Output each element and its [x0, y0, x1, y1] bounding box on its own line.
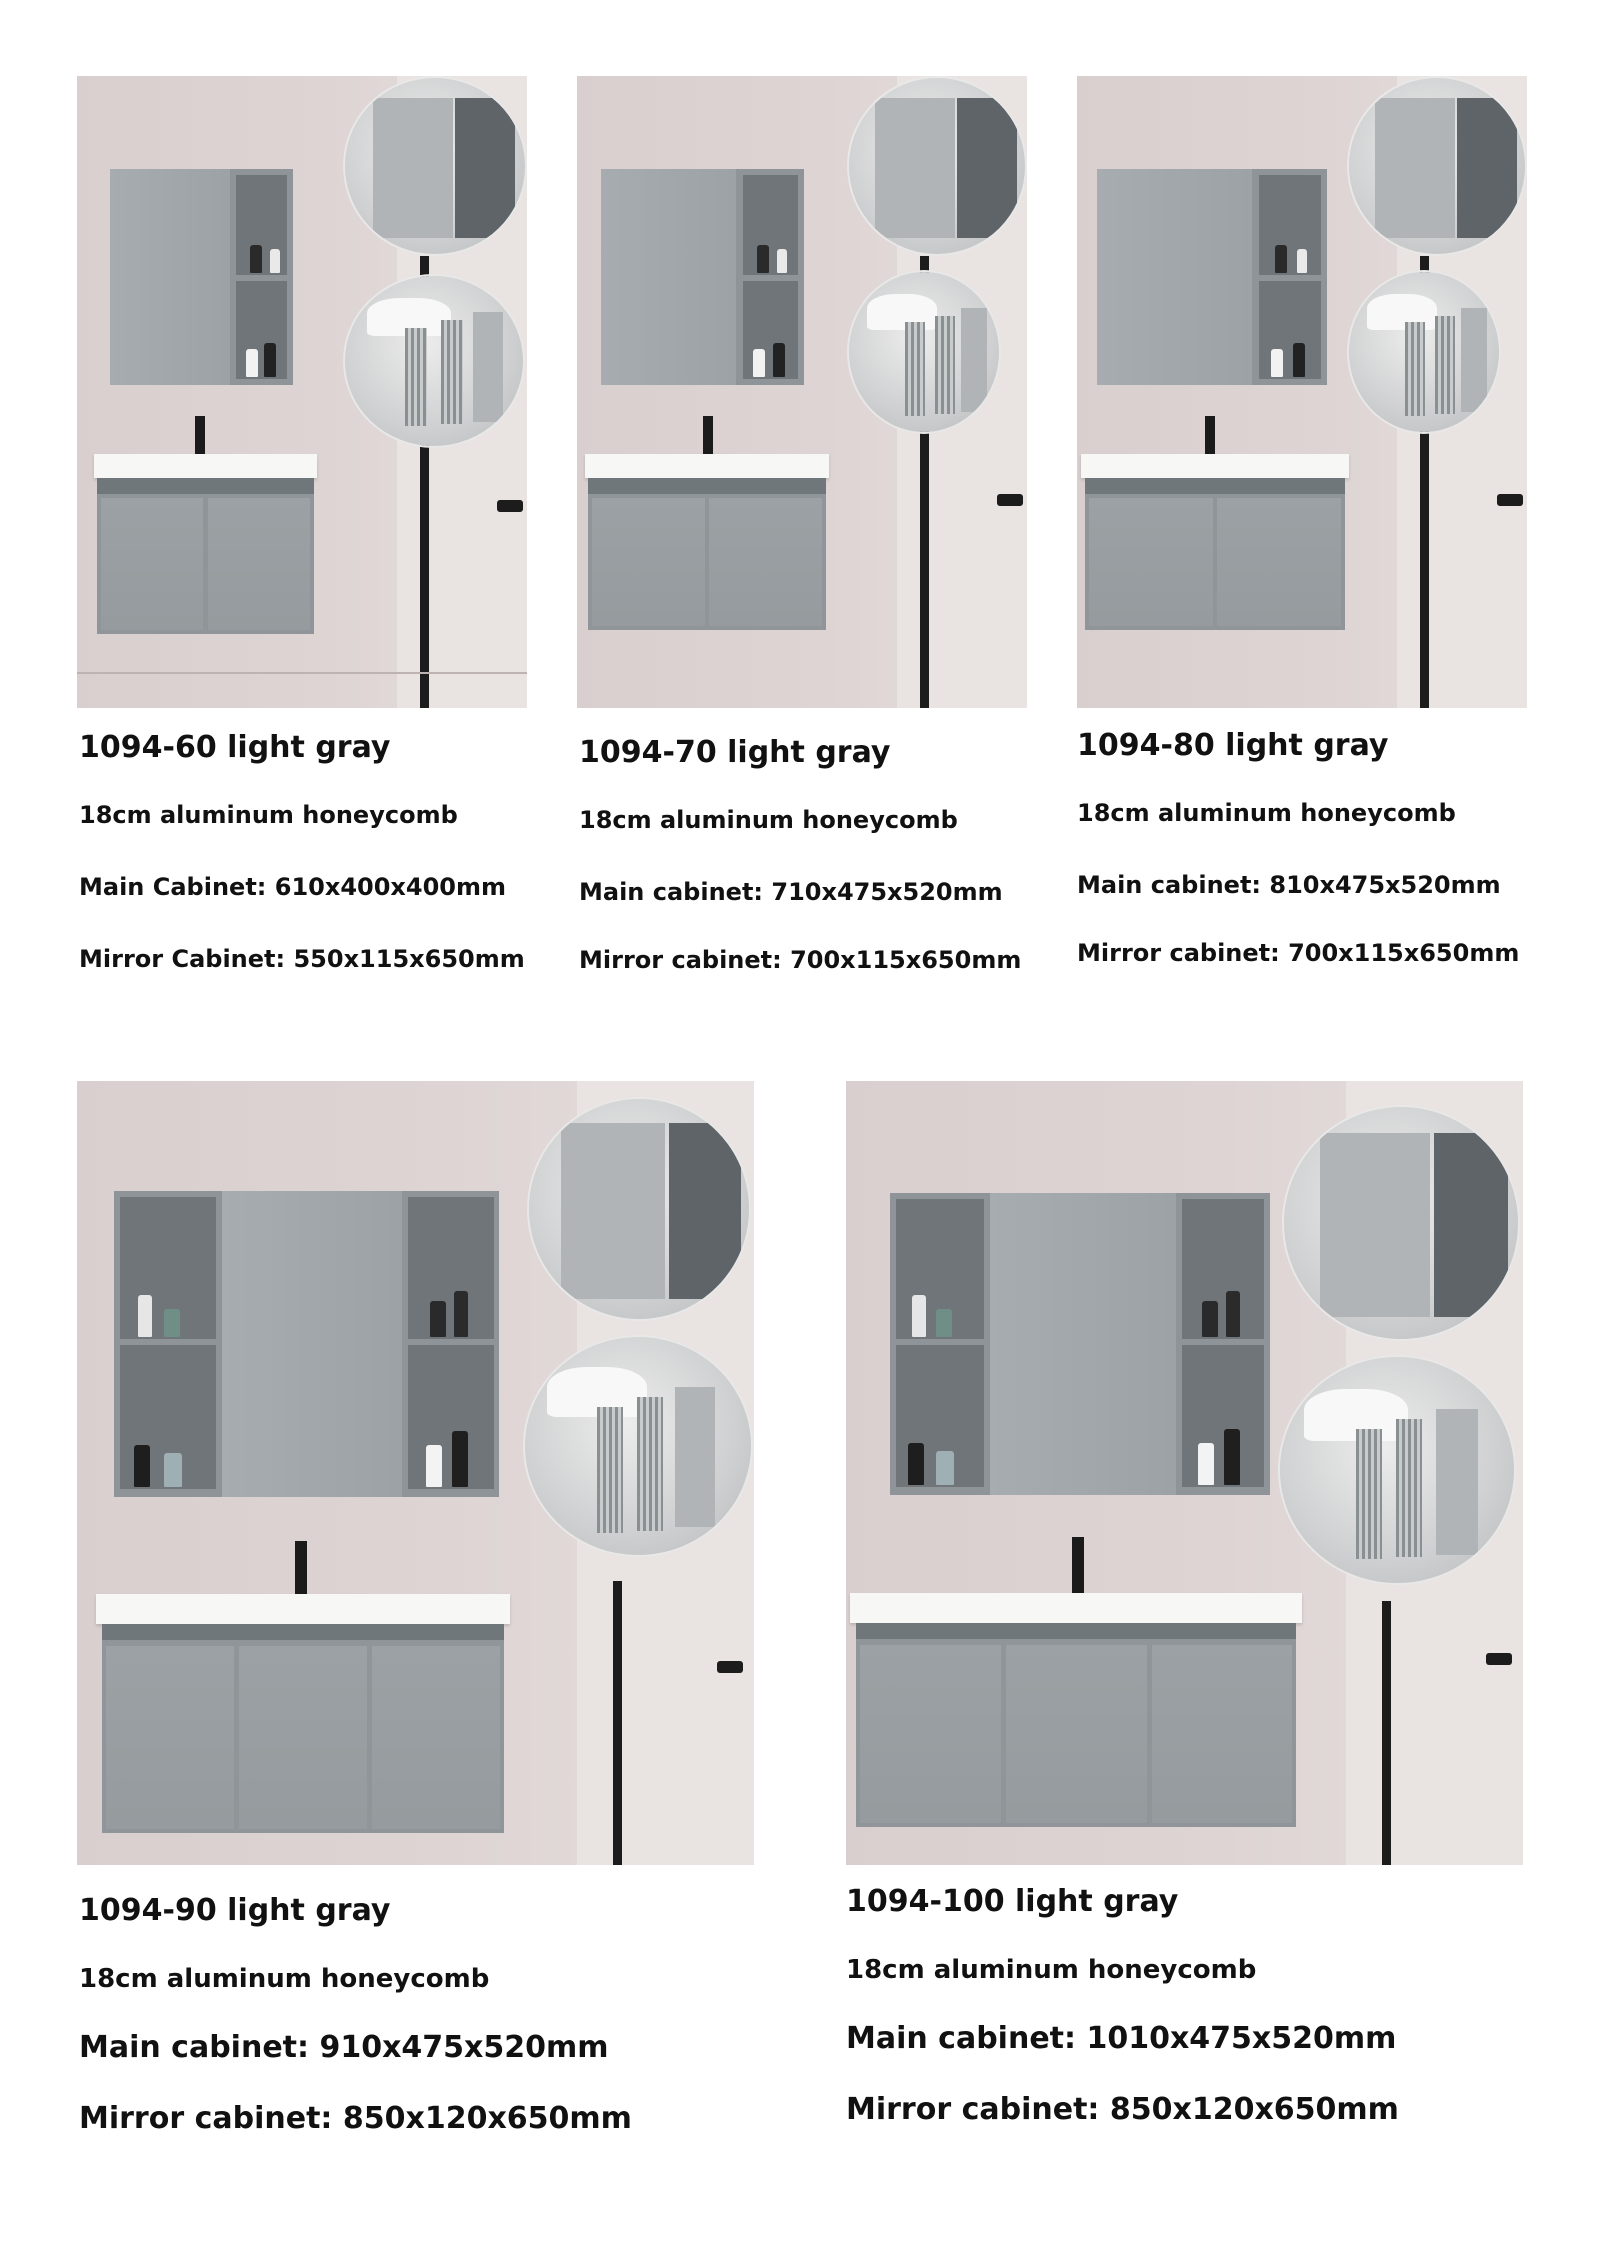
detail-honeycomb: [525, 1337, 751, 1555]
door-panel: [1461, 308, 1487, 412]
cup: [936, 1309, 952, 1337]
basin: [96, 1594, 510, 1624]
product-title: 1094-90 light gray: [79, 1893, 391, 1928]
product-title: 1094-70 light gray: [579, 735, 891, 770]
diffuser-bottle: [1275, 245, 1287, 273]
honeycomb-panel: [1396, 1419, 1422, 1557]
main-cabinet-size: Main Cabinet: 610x400x400mm: [79, 873, 507, 901]
vanity-strip: [856, 1623, 1296, 1639]
basin: [585, 454, 829, 478]
vanity-door: [239, 1646, 367, 1829]
mirror-interior-shelf: [1457, 98, 1517, 238]
product-specs: [846, 1884, 1399, 2127]
honeycomb-panel: [1435, 316, 1455, 414]
detail-honeycomb: [345, 276, 523, 446]
mirror-interior-panel: [1375, 98, 1455, 238]
vanity-door: [1152, 1645, 1292, 1823]
bottle: [753, 349, 765, 377]
honeycomb-panel: [1356, 1429, 1382, 1559]
vanity-door: [106, 1646, 234, 1829]
detail-mirror-interior: [849, 78, 1025, 254]
open-shelf: [1259, 281, 1321, 379]
product-specs: [79, 1893, 632, 2136]
product-specs: [79, 730, 525, 973]
bottle: [1271, 349, 1283, 377]
main-cabinet-size: Main cabinet: 710x475x520mm: [579, 878, 1003, 906]
detail-mirror-interior: [345, 78, 525, 254]
detail-basin: [1367, 294, 1437, 330]
detail-honeycomb: [849, 272, 999, 432]
mirror-cabinet: [114, 1191, 499, 1497]
product-specs: [1077, 728, 1519, 967]
vanity-door: [860, 1645, 1001, 1823]
vanity-strip: [588, 478, 826, 494]
vanity-door: [1006, 1645, 1147, 1823]
product-photo: [77, 76, 527, 708]
mirror-door: [1097, 169, 1252, 385]
mirror-door: [110, 169, 230, 385]
bottle: [1297, 249, 1307, 273]
vanity-cabinet: [856, 1623, 1296, 1827]
main-cabinet-size: Main cabinet: 910x475x520mm: [79, 2030, 609, 2065]
shower-pole: [1382, 1601, 1391, 1865]
bottle: [777, 249, 787, 273]
floor-line: [77, 672, 527, 674]
honeycomb-panel: [905, 322, 925, 416]
door-handle: [717, 1661, 743, 1673]
bottle: [912, 1295, 926, 1337]
door-panel: [1436, 1409, 1478, 1555]
detail-mirror-interior: [1284, 1107, 1518, 1339]
bottle: [270, 249, 280, 273]
open-shelf: [1182, 1345, 1264, 1487]
vanity-cabinet: [1085, 478, 1345, 630]
faucet: [703, 416, 713, 456]
bottle: [1224, 1429, 1240, 1485]
door-panel: [961, 308, 987, 412]
bottle: [246, 349, 258, 377]
main-cabinet-size: Main cabinet: 1010x475x520mm: [846, 2021, 1397, 2056]
bottle: [1198, 1443, 1214, 1485]
vanity-strip: [102, 1624, 504, 1640]
bottle: [426, 1445, 442, 1487]
product-photo: [846, 1081, 1523, 1865]
honeycomb-panel: [597, 1407, 623, 1533]
vanity-cabinet: [102, 1624, 504, 1833]
product-material: 18cm aluminum honeycomb: [1077, 799, 1456, 827]
mirror-cabinet: [110, 169, 293, 385]
cup: [164, 1309, 180, 1337]
faucet: [1205, 416, 1215, 456]
diffuser-bottle: [430, 1301, 446, 1337]
mirror-interior-panel: [875, 98, 955, 238]
detail-mirror-interior: [1349, 78, 1525, 254]
door-handle: [1486, 1653, 1512, 1665]
mirror-interior-shelf: [1434, 1133, 1508, 1317]
detail-basin: [867, 294, 937, 330]
open-shelf: [236, 281, 287, 379]
mirror-cabinet: [601, 169, 804, 385]
diffuser-bottle: [1202, 1301, 1218, 1337]
open-shelf: [743, 281, 798, 379]
vanity-strip: [97, 478, 314, 494]
mirror-cabinet: [890, 1193, 1270, 1495]
bottle: [773, 343, 785, 377]
product-photo: [577, 76, 1027, 708]
product-title: 1094-80 light gray: [1077, 728, 1389, 763]
mirror-interior-panel: [373, 98, 453, 238]
mirror-interior-panel: [1320, 1133, 1430, 1317]
honeycomb-panel: [637, 1397, 663, 1531]
open-shelf: [1259, 175, 1321, 275]
faucet: [195, 416, 205, 456]
product-material: 18cm aluminum honeycomb: [79, 1964, 490, 1994]
faucet: [1072, 1537, 1084, 1593]
mirror-door: [601, 169, 736, 385]
open-shelf: [743, 175, 798, 275]
mirror-interior-panel: [561, 1123, 665, 1299]
honeycomb-panel: [405, 328, 427, 426]
basin: [94, 454, 317, 478]
product-material: 18cm aluminum honeycomb: [846, 1955, 1257, 1985]
vanity-door: [208, 498, 310, 630]
door-panel: [473, 312, 503, 422]
bottle: [264, 343, 276, 377]
detail-honeycomb: [1349, 272, 1499, 432]
mirror-cabinet-size: Mirror cabinet: 850x120x650mm: [846, 2092, 1399, 2127]
detail-honeycomb: [1280, 1357, 1514, 1583]
mirror-cabinet-size: Mirror cabinet: 700x115x650mm: [579, 946, 1022, 974]
mirror-interior-shelf: [957, 98, 1017, 238]
door-handle: [997, 494, 1023, 506]
basin: [1081, 454, 1349, 478]
vanity-cabinet: [588, 478, 826, 630]
mirror-interior-shelf: [669, 1123, 741, 1299]
open-shelf: [408, 1197, 494, 1339]
vanity-cabinet: [97, 478, 314, 634]
bottle: [138, 1295, 152, 1337]
honeycomb-panel: [441, 320, 463, 424]
basin: [850, 1593, 1302, 1623]
main-cabinet-size: Main cabinet: 810x475x520mm: [1077, 871, 1501, 899]
mirror-cabinet-size: Mirror cabinet: 850x120x650mm: [79, 2101, 632, 2136]
bottle: [936, 1451, 954, 1485]
mirror-door: [990, 1193, 1176, 1495]
bottle: [164, 1453, 182, 1487]
honeycomb-panel: [935, 316, 955, 414]
mirror-door: [222, 1191, 402, 1497]
detail-mirror-interior: [529, 1099, 749, 1319]
product-photo: [1077, 76, 1527, 708]
shower-pole: [613, 1581, 622, 1865]
bottle: [1226, 1291, 1240, 1337]
mirror-cabinet: [1097, 169, 1327, 385]
vanity-door: [709, 498, 822, 626]
door-panel: [675, 1387, 715, 1527]
open-shelf: [1182, 1199, 1264, 1339]
bottle: [908, 1443, 924, 1485]
honeycomb-panel: [1405, 322, 1425, 416]
diffuser-bottle: [757, 245, 769, 273]
product-title: 1094-60 light gray: [79, 730, 391, 765]
mirror-interior-shelf: [455, 98, 515, 238]
product-material: 18cm aluminum honeycomb: [79, 801, 458, 829]
bottle: [452, 1431, 468, 1487]
product-material: 18cm aluminum honeycomb: [579, 806, 958, 834]
bottle: [1293, 343, 1305, 377]
open-shelf: [408, 1345, 494, 1489]
vanity-door: [372, 1646, 500, 1829]
bottle: [134, 1445, 150, 1487]
product-photo: [77, 1081, 754, 1865]
bottle: [454, 1291, 468, 1337]
mirror-cabinet-size: Mirror cabinet: 700x115x650mm: [1077, 939, 1520, 967]
vanity-door: [1217, 498, 1341, 626]
vanity-strip: [1085, 478, 1345, 494]
vanity-door: [101, 498, 203, 630]
door-handle: [1497, 494, 1523, 506]
diffuser-bottle: [250, 245, 262, 273]
product-title: 1094-100 light gray: [846, 1884, 1179, 1919]
faucet: [295, 1541, 307, 1597]
vanity-door: [1089, 498, 1213, 626]
door-handle: [497, 500, 523, 512]
vanity-door: [592, 498, 705, 626]
product-specs: [579, 735, 1021, 974]
mirror-cabinet-size: Mirror Cabinet: 550x115x650mm: [79, 945, 525, 973]
